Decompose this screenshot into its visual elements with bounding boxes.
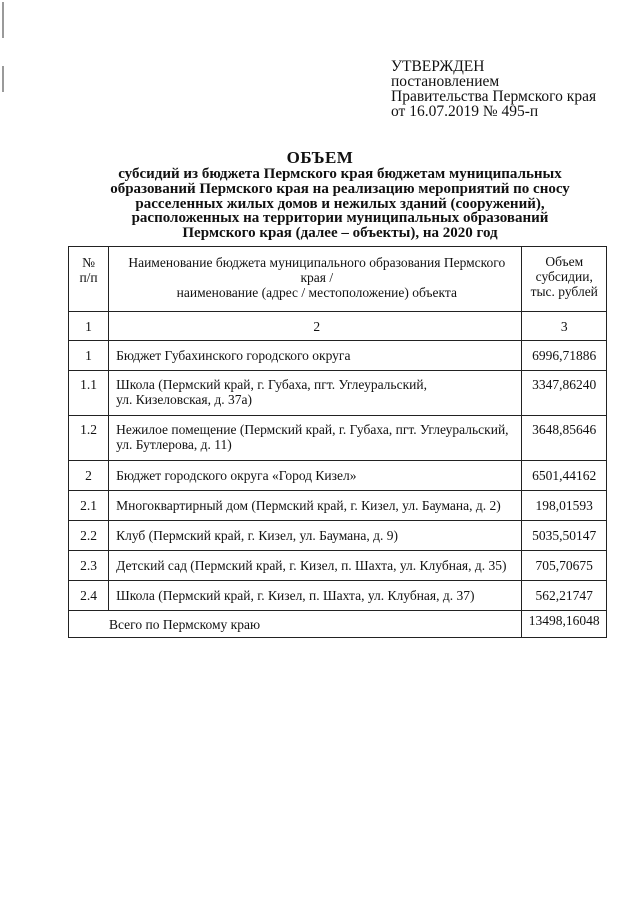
row-name: Бюджет городского округа «Город Кизел» [109, 461, 522, 491]
document-title: ОБЪЕМ [286, 148, 354, 167]
table-row [69, 581, 607, 611]
header-amount-line: субсидии, [535, 269, 593, 284]
row-name-line: Школа (Пермский край, г. Губаха, пгт. Углеуральский, [116, 377, 427, 392]
subtitle-line: субсидий из бюджета Пермского края бюджетам муниципальных [118, 166, 562, 182]
header-number-symbol: № [82, 255, 95, 270]
header-number [69, 247, 109, 312]
row-number: 2.3 [69, 551, 109, 581]
row-name: Многоквартирный дом (Пермский край, г. Кизел, ул. Баумана, д. 2) [109, 491, 522, 521]
row-name-line: ул. Бутлерова, д. 11) [116, 437, 232, 452]
subtitle-line: расселенных жилых домов и нежилых зданий (сооружений), [135, 195, 545, 212]
table-row [69, 371, 607, 416]
row-name [109, 371, 522, 416]
row-number: 1.1 [69, 371, 109, 416]
row-amount: 562,21747 [522, 581, 607, 611]
table-total-row [69, 611, 607, 638]
subtitle-line: образований Пермского края на реализацию мероприятий по сносу [110, 180, 570, 197]
scan-edge-mark [2, 66, 4, 92]
table-row [69, 551, 607, 581]
header-amount [522, 247, 607, 312]
header-amount-line: тыс. рублей [530, 284, 598, 299]
total-amount: 13498,16048 [522, 611, 607, 638]
subsidies-table [68, 246, 607, 638]
table-header-row [69, 247, 607, 312]
row-number: 1 [69, 341, 109, 371]
approval-date-number: от 16.07.2019 № 495-п [391, 103, 539, 120]
row-name-line: Нежилое помещение (Пермский край, г. Губаха, пгт. Углеуральский, [116, 422, 509, 437]
row-amount: 5035,50147 [522, 521, 607, 551]
row-number: 2.1 [69, 491, 109, 521]
table-row [69, 491, 607, 521]
document-subtitle [100, 167, 580, 241]
row-amount: 3648,85646 [522, 416, 607, 461]
row-amount: 6996,71886 [522, 341, 607, 371]
total-label: Всего по Пермскому краю [69, 611, 522, 638]
row-number: 2 [69, 461, 109, 491]
table-row [69, 416, 607, 461]
row-amount: 6501,44162 [522, 461, 607, 491]
row-amount: 705,70675 [522, 551, 607, 581]
subtitle-line: расположенных на территории муниципальных образований [131, 210, 549, 227]
table-row [69, 341, 607, 371]
row-name: Детский сад (Пермский край, г. Кизел, п. Шахта, ул. Клубная, д. 35) [109, 551, 522, 581]
header-name-line: Наименование бюджета муниципального образования Пермского края / [128, 255, 506, 285]
column-index: 2 [109, 312, 522, 341]
header-name [109, 247, 522, 312]
row-name [109, 416, 522, 461]
row-name: Школа (Пермский край, г. Кизел, п. Шахта, ул. Клубная, д. 37) [109, 581, 522, 611]
column-index-row [69, 312, 607, 341]
row-number: 2.2 [69, 521, 109, 551]
row-name-line: ул. Кизеловская, д. 37а) [116, 392, 252, 407]
table-row [69, 461, 607, 491]
subtitle-line: Пермского края (далее – объекты), на 2020 год [182, 225, 498, 242]
row-amount: 198,01593 [522, 491, 607, 521]
row-name: Клуб (Пермский край, г. Кизел, ул. Баумана, д. 9) [109, 521, 522, 551]
table-row [69, 521, 607, 551]
scan-edge-mark [2, 2, 4, 38]
approval-status: УТВЕРЖДЕН [391, 58, 485, 75]
row-number: 2.4 [69, 581, 109, 611]
approval-decree: постановлением [391, 73, 500, 90]
header-name-line: наименование (адрес / местоположение) объекта [176, 285, 457, 300]
row-name: Бюджет Губахинского городского округа [109, 341, 522, 371]
approval-stamp [391, 59, 596, 119]
row-number: 1.2 [69, 416, 109, 461]
header-amount-line: Объем [545, 254, 584, 269]
row-amount: 3347,86240 [522, 371, 607, 416]
approval-authority: Правительства Пермского края [391, 88, 597, 105]
column-index: 1 [69, 312, 109, 341]
column-index: 3 [522, 312, 607, 341]
header-number-abbrev: п/п [79, 270, 98, 285]
